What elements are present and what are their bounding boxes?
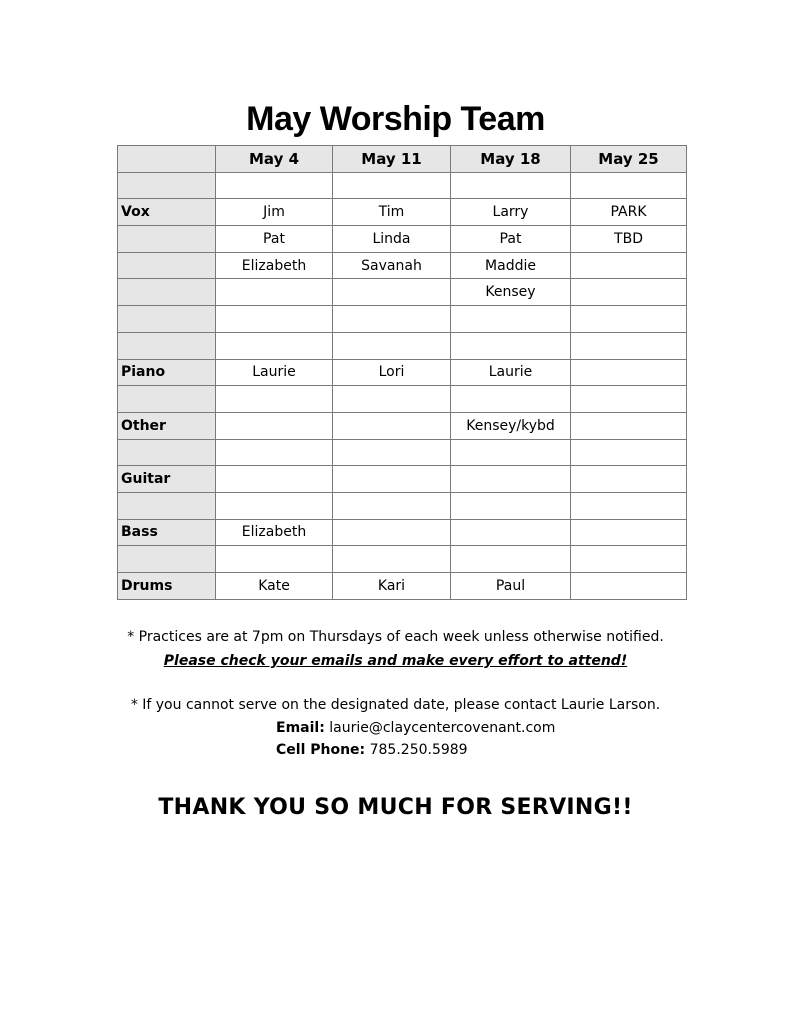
assignment-cell bbox=[451, 306, 571, 333]
table-row bbox=[118, 466, 687, 493]
assignment-cell: TBD bbox=[571, 226, 687, 253]
email-value: laurie@claycentercovenant.com bbox=[329, 720, 556, 736]
header-row bbox=[118, 146, 687, 173]
assignment-cell: Pat bbox=[451, 226, 571, 253]
assignment-cell bbox=[571, 492, 687, 519]
schedule-body bbox=[118, 172, 687, 599]
role-label: Bass bbox=[118, 519, 216, 546]
assignment-cell: Larry bbox=[451, 199, 571, 226]
assignment-cell bbox=[451, 439, 571, 466]
assignment-cell: Kensey/kybd bbox=[451, 412, 571, 439]
role-label bbox=[118, 546, 216, 573]
header-date: May 4 bbox=[216, 146, 333, 173]
assignment-cell bbox=[571, 172, 687, 199]
assignment-cell: Kate bbox=[216, 573, 333, 600]
role-label bbox=[118, 172, 216, 199]
table-row bbox=[118, 332, 687, 359]
assignment-cell: Savanah bbox=[333, 252, 451, 279]
role-label bbox=[118, 492, 216, 519]
role-label bbox=[118, 226, 216, 253]
schedule-header bbox=[118, 146, 687, 173]
role-label bbox=[118, 332, 216, 359]
assignment-cell: Maddie bbox=[451, 252, 571, 279]
assignment-cell: Jim bbox=[216, 199, 333, 226]
header-corner bbox=[118, 146, 216, 173]
assignment-cell: Pat bbox=[216, 226, 333, 253]
contact-phone bbox=[276, 742, 468, 758]
assignment-cell bbox=[333, 306, 451, 333]
assignment-cell bbox=[216, 172, 333, 199]
assignment-cell bbox=[333, 279, 451, 306]
email-label: Email: bbox=[276, 720, 325, 736]
assignment-cell bbox=[216, 332, 333, 359]
assignment-cell bbox=[333, 386, 451, 413]
table-row bbox=[118, 546, 687, 573]
role-label bbox=[118, 439, 216, 466]
role-label bbox=[118, 279, 216, 306]
assignment-cell bbox=[451, 546, 571, 573]
role-label bbox=[118, 386, 216, 413]
table-row bbox=[118, 492, 687, 519]
header-date: May 25 bbox=[571, 146, 687, 173]
assignment-cell bbox=[333, 439, 451, 466]
assignment-cell bbox=[571, 573, 687, 600]
assignment-cell bbox=[333, 332, 451, 359]
role-label: Other bbox=[118, 412, 216, 439]
assignment-cell bbox=[216, 279, 333, 306]
thank-you-message: THANK YOU SO MUCH FOR SERVING!! bbox=[158, 795, 633, 820]
table-row bbox=[118, 439, 687, 466]
role-label bbox=[118, 306, 216, 333]
assignment-cell bbox=[333, 492, 451, 519]
assignment-cell bbox=[451, 492, 571, 519]
table-row bbox=[118, 519, 687, 546]
role-label: Vox bbox=[118, 199, 216, 226]
assignment-cell bbox=[571, 412, 687, 439]
assignment-cell bbox=[571, 466, 687, 493]
assignment-cell bbox=[216, 439, 333, 466]
role-label bbox=[118, 252, 216, 279]
assignment-cell bbox=[216, 492, 333, 519]
table-row bbox=[118, 172, 687, 199]
table-row bbox=[118, 252, 687, 279]
assignment-cell: Elizabeth bbox=[216, 252, 333, 279]
assignment-cell bbox=[571, 519, 687, 546]
role-label: Guitar bbox=[118, 466, 216, 493]
assignment-cell: Laurie bbox=[451, 359, 571, 386]
assignment-cell: Kari bbox=[333, 573, 451, 600]
phone-value: 785.250.5989 bbox=[369, 742, 468, 758]
assignment-cell bbox=[216, 306, 333, 333]
assignment-cell: Paul bbox=[451, 573, 571, 600]
assignment-cell bbox=[571, 386, 687, 413]
assignment-cell bbox=[571, 279, 687, 306]
assignment-cell bbox=[333, 172, 451, 199]
assignment-cell: Linda bbox=[333, 226, 451, 253]
practice-note: * Practices are at 7pm on Thursdays of each week unless otherwise notified. bbox=[127, 629, 664, 645]
page-title: May Worship Team bbox=[246, 100, 545, 138]
header-date: May 11 bbox=[333, 146, 451, 173]
table-row bbox=[118, 573, 687, 600]
table-row bbox=[118, 306, 687, 333]
assignment-cell bbox=[571, 306, 687, 333]
assignment-cell bbox=[571, 332, 687, 359]
assignment-cell bbox=[451, 519, 571, 546]
assignment-cell bbox=[216, 466, 333, 493]
assignment-cell bbox=[216, 546, 333, 573]
table-row bbox=[118, 412, 687, 439]
table-row bbox=[118, 359, 687, 386]
header-date: May 18 bbox=[451, 146, 571, 173]
assignment-cell bbox=[333, 412, 451, 439]
assignment-cell: Lori bbox=[333, 359, 451, 386]
table-row bbox=[118, 279, 687, 306]
assignment-cell: Elizabeth bbox=[216, 519, 333, 546]
role-label: Drums bbox=[118, 573, 216, 600]
table-row bbox=[118, 226, 687, 253]
contact-email bbox=[276, 720, 555, 736]
assignment-cell: PARK bbox=[571, 199, 687, 226]
table-row bbox=[118, 199, 687, 226]
assignment-cell bbox=[571, 252, 687, 279]
assignment-cell bbox=[451, 386, 571, 413]
assignment-cell bbox=[571, 439, 687, 466]
assignment-cell bbox=[571, 546, 687, 573]
cannot-serve-note: * If you cannot serve on the designated date, please contact Laurie Larson. bbox=[130, 697, 661, 713]
assignment-cell bbox=[333, 519, 451, 546]
role-label: Piano bbox=[118, 359, 216, 386]
check-emails-note: Please check your emails and make every effort to attend! bbox=[163, 653, 628, 669]
assignment-cell bbox=[451, 172, 571, 199]
phone-label: Cell Phone: bbox=[276, 742, 366, 758]
assignment-cell bbox=[451, 332, 571, 359]
assignment-cell bbox=[216, 386, 333, 413]
table-row bbox=[118, 386, 687, 413]
assignment-cell: Kensey bbox=[451, 279, 571, 306]
schedule-table bbox=[117, 145, 687, 600]
assignment-cell bbox=[571, 359, 687, 386]
assignment-cell bbox=[333, 546, 451, 573]
assignment-cell bbox=[333, 466, 451, 493]
assignment-cell bbox=[451, 466, 571, 493]
assignment-cell: Tim bbox=[333, 199, 451, 226]
assignment-cell: Laurie bbox=[216, 359, 333, 386]
assignment-cell bbox=[216, 412, 333, 439]
